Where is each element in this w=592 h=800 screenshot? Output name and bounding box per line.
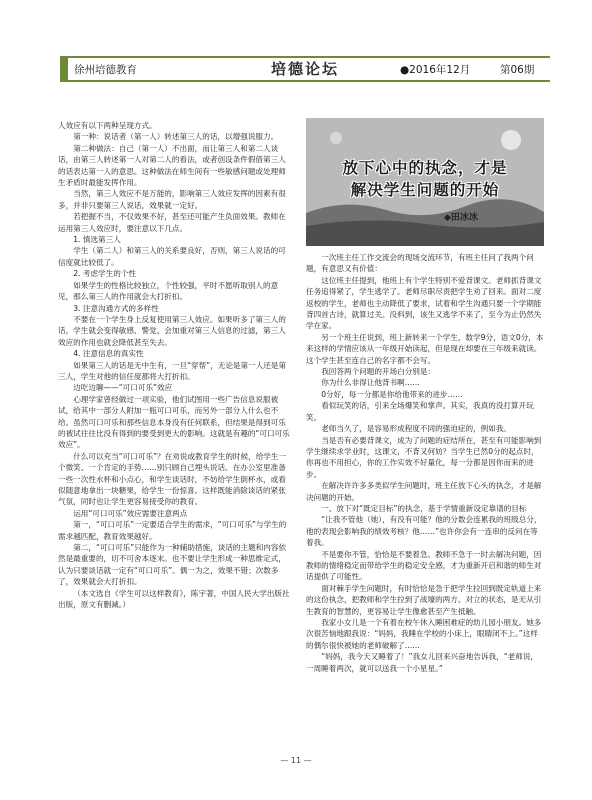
paragraph: 看似玩笑的话，引来全场爆笑和掌声。其实，我真的没打算开玩笑。 <box>306 401 534 422</box>
paragraph: 当是否有必要背课文，成为了问题的症结所在，甚至有可能影响到学生继续求学业时，这课文，不背又何妨？当学生已然0分的起点时，你再也不用担心，你的工作实效不好量化，每一分都是因你而来的进步。 <box>306 435 542 479</box>
issue-date: ●2016年12月 <box>400 64 471 76</box>
right-column <box>306 252 544 674</box>
paragraph: （本文选自《学生可以这样教育》，陈宇著，中国人民大学出版社出版，原文有删减。） <box>58 588 290 610</box>
paragraph: 这位班主任提到，他班上有个学生特别不爱背课文。老师抓背课文任务追得紧了，学生逃学了。老师尽职尽责把学生劝了回来。面对二度返校的学生，老师也主动降低了要求，试着和学生沟通只要一个学期能背四首古诗，就算过关。没料到，该生又逃学不来了，至今为止仍然失学在家。 <box>306 275 542 331</box>
paragraph: 不要在一个学生身上反复使用第三人效应。如果听多了第三人的话，学生就会变得敏感、警觉，会加重对第三人信息的过滤，第三人效应的作用也就会降低甚至失去。 <box>58 314 286 347</box>
paragraph: 我回答两个问题的开场白分别是： <box>321 367 436 377</box>
paragraph: 一次班主任工作交流会的现场交流环节，有班主任问了我两个问题，有意思又有价值： <box>306 253 534 274</box>
paragraph: 运用“可口可乐”效应需要注意两点 <box>73 508 188 518</box>
paragraph: 心理学家曾经做过一项实验，他们试图用一些广告信息说服被试，给其中一部分人附加一瓶可口可乐，而另外一部分人什么也不给。虽然可口可乐和那些信息本身没有任何联系，但结果是得到可乐的被试往往比没有得到的要受到更大的影响。这就是有趣的“可口可乐效应”。 <box>58 394 290 450</box>
paragraph: 面对棘手学生问题时，有时恰恰是急于把学生拉回到既定轨道上来的这份执念，把教师和学生拉到了战壕的两方。对立的状态，是无从引生教育的智慧的，更容易让学生像愈甚至产生抵触。 <box>306 583 542 616</box>
paragraph: 0分好，每一分都是你给他带来的进步…… <box>321 389 463 399</box>
paragraph: 第二，“可口可乐”只能作为一种辅助措施，谈话的主题和内容依然是最重要的，切不可舍本逐末。也不要让学生形成一种思维定式，认为只要谈话就一定有“可口可乐”。偶一为之，效果不错；次数多了，效果就会大打折扣。 <box>58 543 287 587</box>
paragraph: 在解决许许多多类似学生问题时，班主任放下心头的执念，才是解决问题的开始。 <box>306 481 542 502</box>
paragraph: 若把握不当，不仅效果不好，甚至还可能产生负面效果。教师在运用第三人效应时，要注意以下几点。 <box>58 212 286 233</box>
paragraph: 一、放下对“既定目标”的执念，基于学情重新设定靠谱的目标 <box>321 503 527 513</box>
paragraph: 另一个班主任说到，班上新转来一个学生，数学9分，语文0分，本来这样的学情应该从一年级开始读起，但是现在却要在三年级来就读。这个学生甚至连自己的名字都不会写。 <box>306 332 544 365</box>
paragraph: 老师当久了，是容易形成程度不同的强迫症的，例如我。 <box>321 424 512 434</box>
paragraph: 3. 注意沟通方式的多样性 <box>73 303 159 313</box>
paragraph: 不是要你不管，恰恰是不要着急。教师不急于一时去解决问题，因教师的情绪稳定而带给学生的稳定安全感，才为重新开启和谐的师生对话提供了可能性。 <box>306 549 542 582</box>
paragraph: 你为什么非得让他背书啊…… <box>321 378 420 388</box>
article-author: ◆田冰冰 <box>444 213 478 223</box>
paragraph: 边吃边聊——“可口可乐”效应 <box>73 383 173 393</box>
paragraph: 第二种做法：自己（第一人）不出面，而让第三人和第二人谈话，由第三人转述第一人对第二人的看法，或者创设条件假借第三人的话表达第一人的意思。这种做法在师生间有一些敏感问题或处理师生矛盾时最能发挥作用。 <box>58 143 286 188</box>
paragraph: “让我不管他（她），有没有可能？他的分数会连累我的班级总分，他的表现会影响我的绩效考核？他……”也许你会有一连串的反问在等着我。 <box>306 515 542 548</box>
paragraph: 4. 注意信息的真实性 <box>73 349 144 359</box>
paragraph: 1. 慎选第三人 <box>73 235 121 245</box>
article-title-banner <box>306 118 544 246</box>
paragraph: 我家小女儿是一个有着在校午休入睡困难症的幼儿园小朋友。她多次很苦恼地跟我说：“妈妈，我睡在学校的小床上，眼睛闭不上。”这样的偶尔很快被她的老师破解了…… <box>306 618 542 650</box>
column-title: 培德论坛 <box>270 60 339 78</box>
paragraph: 如果第三人的话是无中生有，一旦“穿帮”，无论是第一人还是第三人，学生对他的信任度都将大打折扣。 <box>58 360 287 381</box>
article-title-line2: 解决学生问题的开始 <box>350 181 500 199</box>
left-column <box>58 120 290 610</box>
paragraph: 如果学生的性格比较独立，个性较强，平时不愿听取别人的意见，那么第三人的作用就会大打折扣。 <box>58 280 279 302</box>
paragraph: 人效应有以下两种呈现方式。 <box>58 121 157 130</box>
page-number: — 11 — <box>280 756 312 765</box>
paragraph: 第一种：说话者（第一人）转述第三人的话，以增强说服力。 <box>73 132 279 142</box>
paragraph: 学生（第二人）和第三人的关系要良好，否则，第三人说话的可信度就比较低了。 <box>58 246 286 267</box>
paragraph: 什么可以充当“可口可乐”？在劝说或教育学生的时候，给学生一个微笑、一个肯定的手势……别只顾自己埋头说话。在办公室里准备一些一次性水杯和小点心，和学生谈话时，不妨给学生倒杯水，或看似随意地拿出一块糖果，给学生一份惊喜。这样既能消除谈话的紧张气氛，同时也让学生更容易接受你的教育。 <box>58 451 287 507</box>
article-title-line1: 放下心中的执念，才是 <box>342 159 508 177</box>
paragraph: 第一，“可口可乐”一定要适合学生的需求，“可口可乐”与学生的需求越匹配，教育效果越好。 <box>58 520 287 541</box>
paragraph: 当然，第三人效应不是万能的，影响第三人效应发挥的因素有很多，并非只要第三人说话，效果就一定好。 <box>58 189 286 210</box>
paragraph: “妈妈，我今天又睡着了！”我女儿回来兴奋地告诉我，“老师说，一周睡着两次，就可以送我一个小星星。” <box>306 652 539 673</box>
page-header <box>60 58 550 80</box>
issue-number: 第06期 <box>500 64 535 76</box>
paragraph: 2. 考虑学生的个性 <box>73 269 137 279</box>
header-rule <box>60 80 550 82</box>
publication-name: 徐州培德教育 <box>74 64 137 76</box>
